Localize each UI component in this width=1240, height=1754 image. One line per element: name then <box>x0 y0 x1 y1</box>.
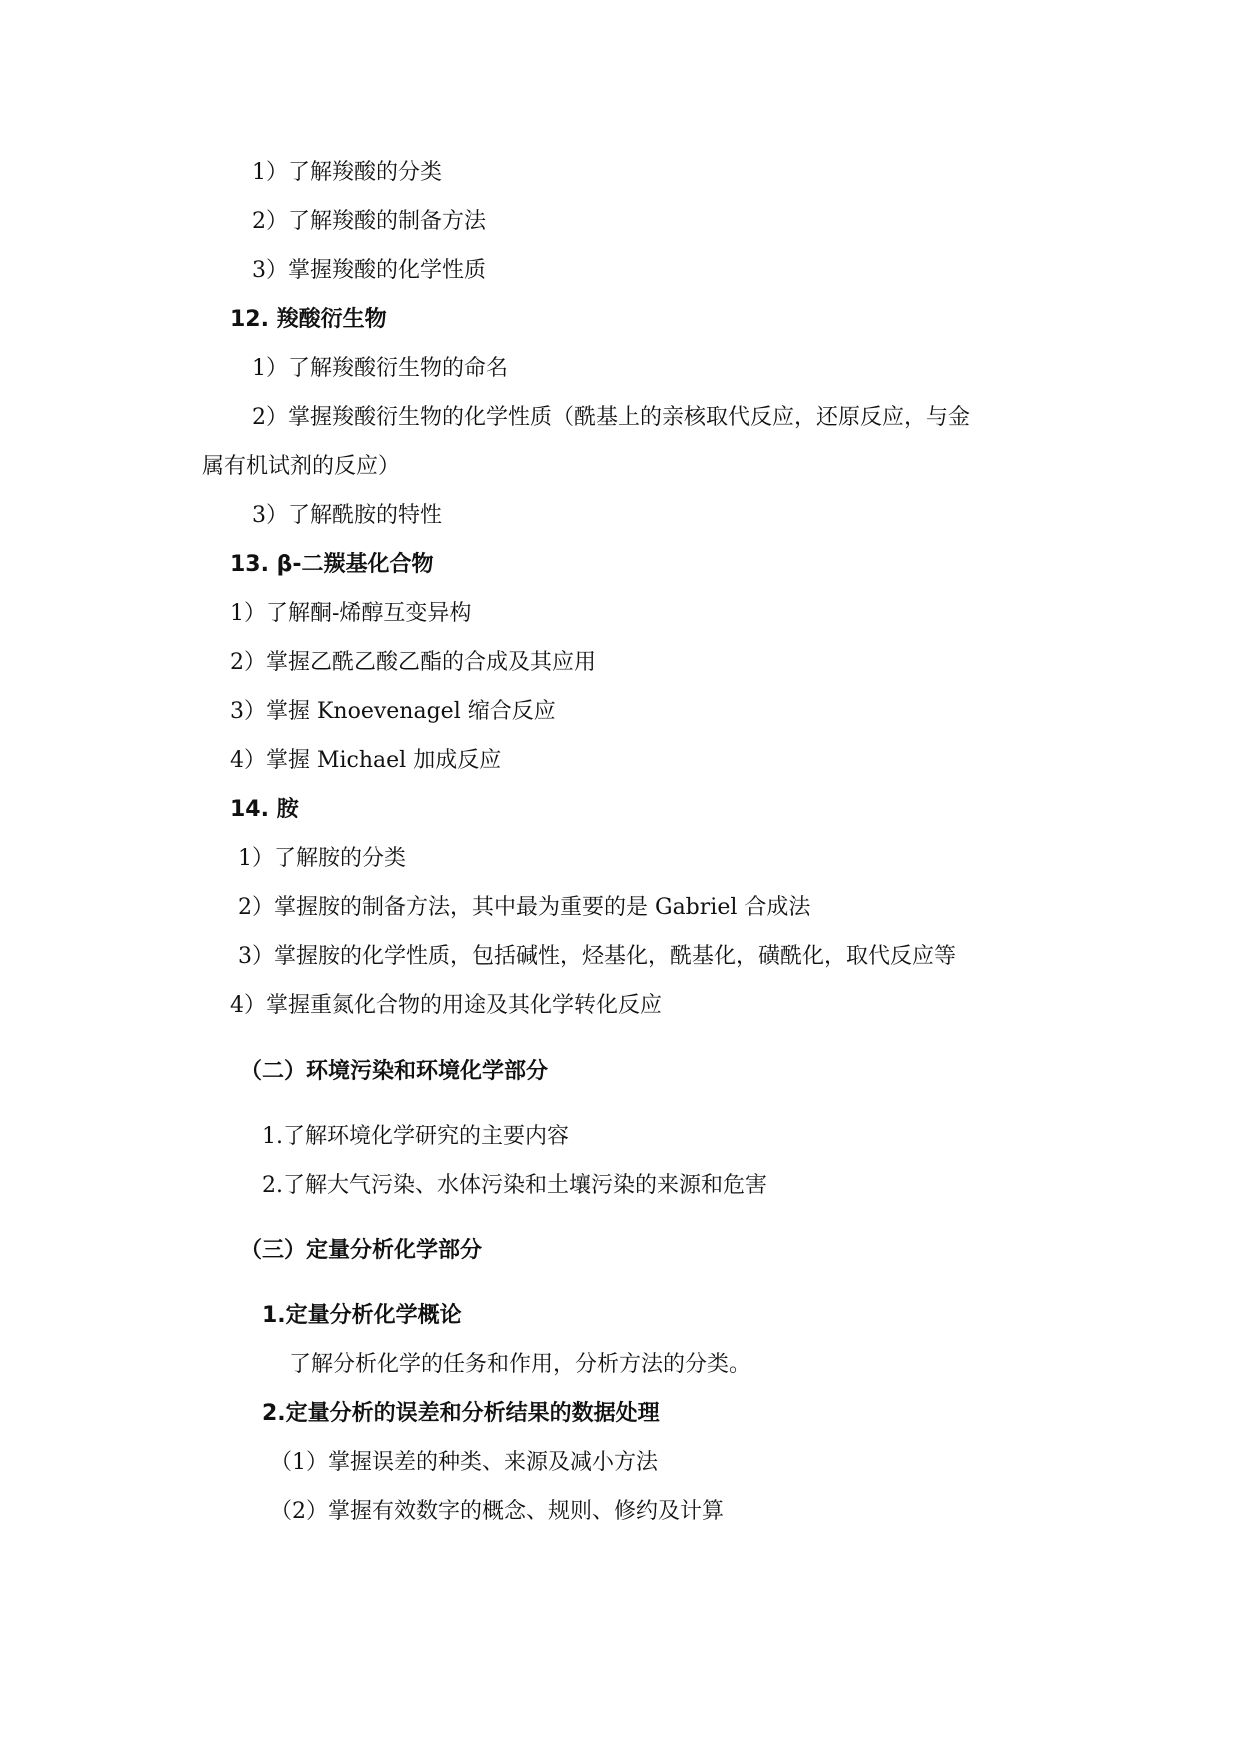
section-heading: 2.定量分析的误差和分析结果的数据处理 <box>262 1401 660 1426</box>
text-line: 2）掌握乙酰乙酸乙酯的合成及其应用 <box>230 650 596 675</box>
text-line: 2）掌握羧酸衍生物的化学性质（酰基上的亲核取代反应，还原反应，与金 <box>252 405 970 430</box>
text-line: 3）掌握 Knoevenagel 缩合反应 <box>230 699 556 724</box>
text-line: 1）了解羧酸衍生物的命名 <box>252 356 508 381</box>
section-heading: 12. 羧酸衍生物 <box>230 307 387 332</box>
section-heading: 14. 胺 <box>230 797 299 822</box>
section-heading: 1.定量分析化学概论 <box>262 1303 462 1328</box>
text-line: 2）了解羧酸的制备方法 <box>252 209 486 234</box>
text-line: 4）掌握重氮化合物的用途及其化学转化反应 <box>230 993 662 1018</box>
section-heading: 13. β-二羰基化合物 <box>230 552 434 577</box>
text-line: 了解分析化学的任务和作用，分析方法的分类。 <box>289 1352 752 1377</box>
text-line: 3）掌握胺的化学性质，包括碱性，烃基化，酰基化，磺酰化，取代反应等 <box>238 944 956 969</box>
text-line: （2）掌握有效数字的概念、规则、修约及计算 <box>270 1499 724 1524</box>
text-line: 1）了解酮-烯醇互变异构 <box>230 601 472 626</box>
text-line: （1）掌握误差的种类、来源及减小方法 <box>270 1450 658 1475</box>
text-line: 3）掌握羧酸的化学性质 <box>252 258 486 283</box>
part-heading: （二）环境污染和环境化学部分 <box>240 1059 549 1084</box>
text-line: 2）掌握胺的制备方法，其中最为重要的是 Gabriel 合成法 <box>238 895 811 920</box>
text-line: 属有机试剂的反应） <box>202 454 401 479</box>
part-heading: （三）定量分析化学部分 <box>240 1238 483 1263</box>
text-line: 1）了解羧酸的分类 <box>252 160 442 185</box>
text-line: 2.了解大气污染、水体污染和土壤污染的来源和危害 <box>262 1173 767 1198</box>
text-line: 3）了解酰胺的特性 <box>252 503 442 528</box>
text-line: 4）掌握 Michael 加成反应 <box>230 748 502 773</box>
text-line: 1.了解环境化学研究的主要内容 <box>262 1124 569 1149</box>
text-line: 1）了解胺的分类 <box>238 846 406 871</box>
